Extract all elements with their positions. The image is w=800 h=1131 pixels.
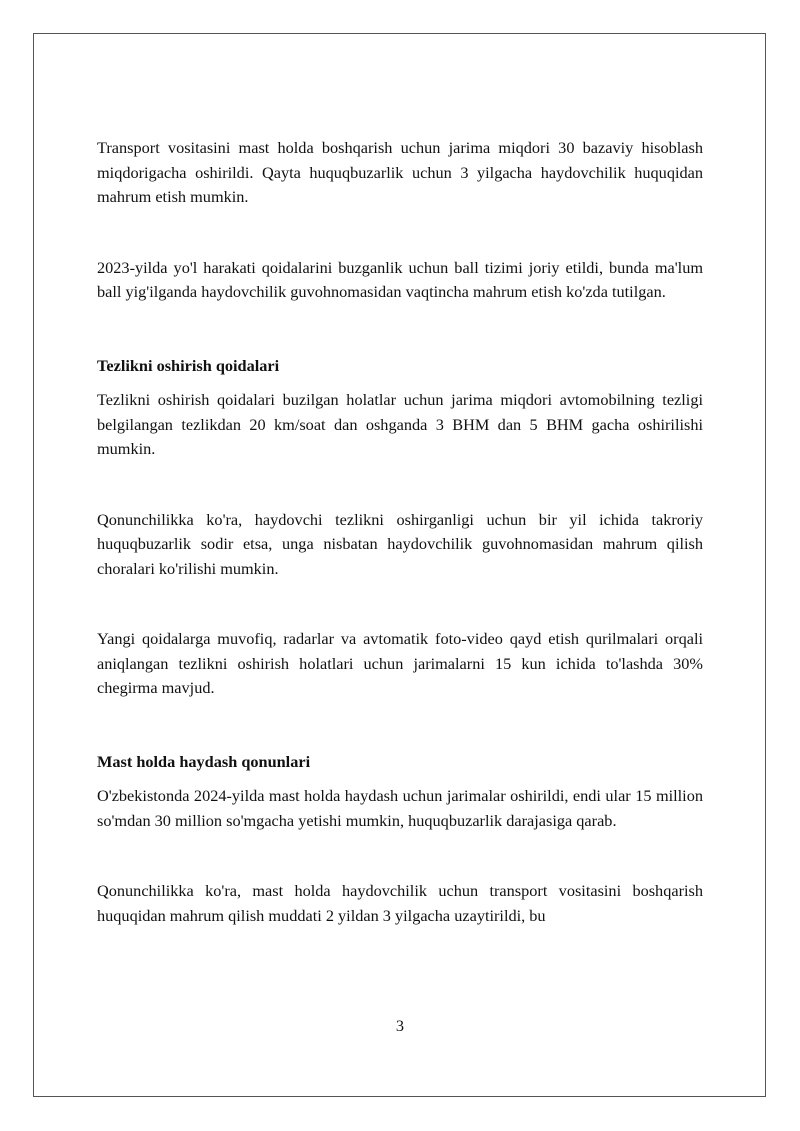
paragraph: Qonunchilikka ko'ra, haydovchi tezlikni oshirganligi uchun bir yil ichida takroriy huquqbuzarlik sodir etsa, unga nisbatan haydovchilik guvohnomasidan mahrum qilish choralari ko'rilishi mumkin. [97, 509, 703, 578]
paragraph: Yangi qoidalarga muvofiq, radarlar va avtomatik foto-video qayd etish qurilmalari orqali aniqlangan tezlikni oshirish holatlari uchun jarimalarni 15 kun ichida to'lashda 30% chegirma mavjud. [97, 629, 703, 697]
paragraph: Transport vositasini mast holda boshqarish uchun jarima miqdori 30 bazaviy hisoblash miqdorigacha oshirildi. Qayta huquqbuzarlik uchun 3 yilgacha haydovchilik huquqidan mahrum etish mumkin. [97, 138, 703, 206]
document-body [97, 136, 703, 928]
page-number: 3 [395, 1016, 405, 1035]
paragraph: O'zbekistonda 2024-yilda mast holda haydash uchun jarimalar oshirildi, endi ular 15 million so'mdan 30 million so'mgacha yetishi mumkin, huquqbuzarlik darajasiga qarab. [97, 786, 703, 830]
paragraph: Tezlikni oshirish qoidalari buzilgan holatlar uchun jarima miqdori avtomobilning tezligi belgilangan tezlikdan 20 km/soat dan oshganda 3 BHM dan 5 BHM gacha oshirilishi mumkin. [97, 390, 703, 458]
paragraph: 2023-yilda yo'l harakati qoidalarini buzganlik uchun ball tizimi joriy etildi, bunda ma'lum ball yig'ilganda haydovchilik guvohnomasidan vaqtincha mahrum etish ko'zda tutilgan. [97, 257, 703, 301]
paragraph: Qonunchilikka ko'ra, mast holda haydovchilik uchun transport vositasini boshqarish huquqidan mahrum qilish muddati 2 yildan 3 yilgacha uzaytirildi, bu [97, 881, 703, 925]
section-heading: Tezlikni oshirish qoidalari [97, 355, 280, 375]
section-heading: Mast holda haydash qonunlari [97, 751, 311, 771]
